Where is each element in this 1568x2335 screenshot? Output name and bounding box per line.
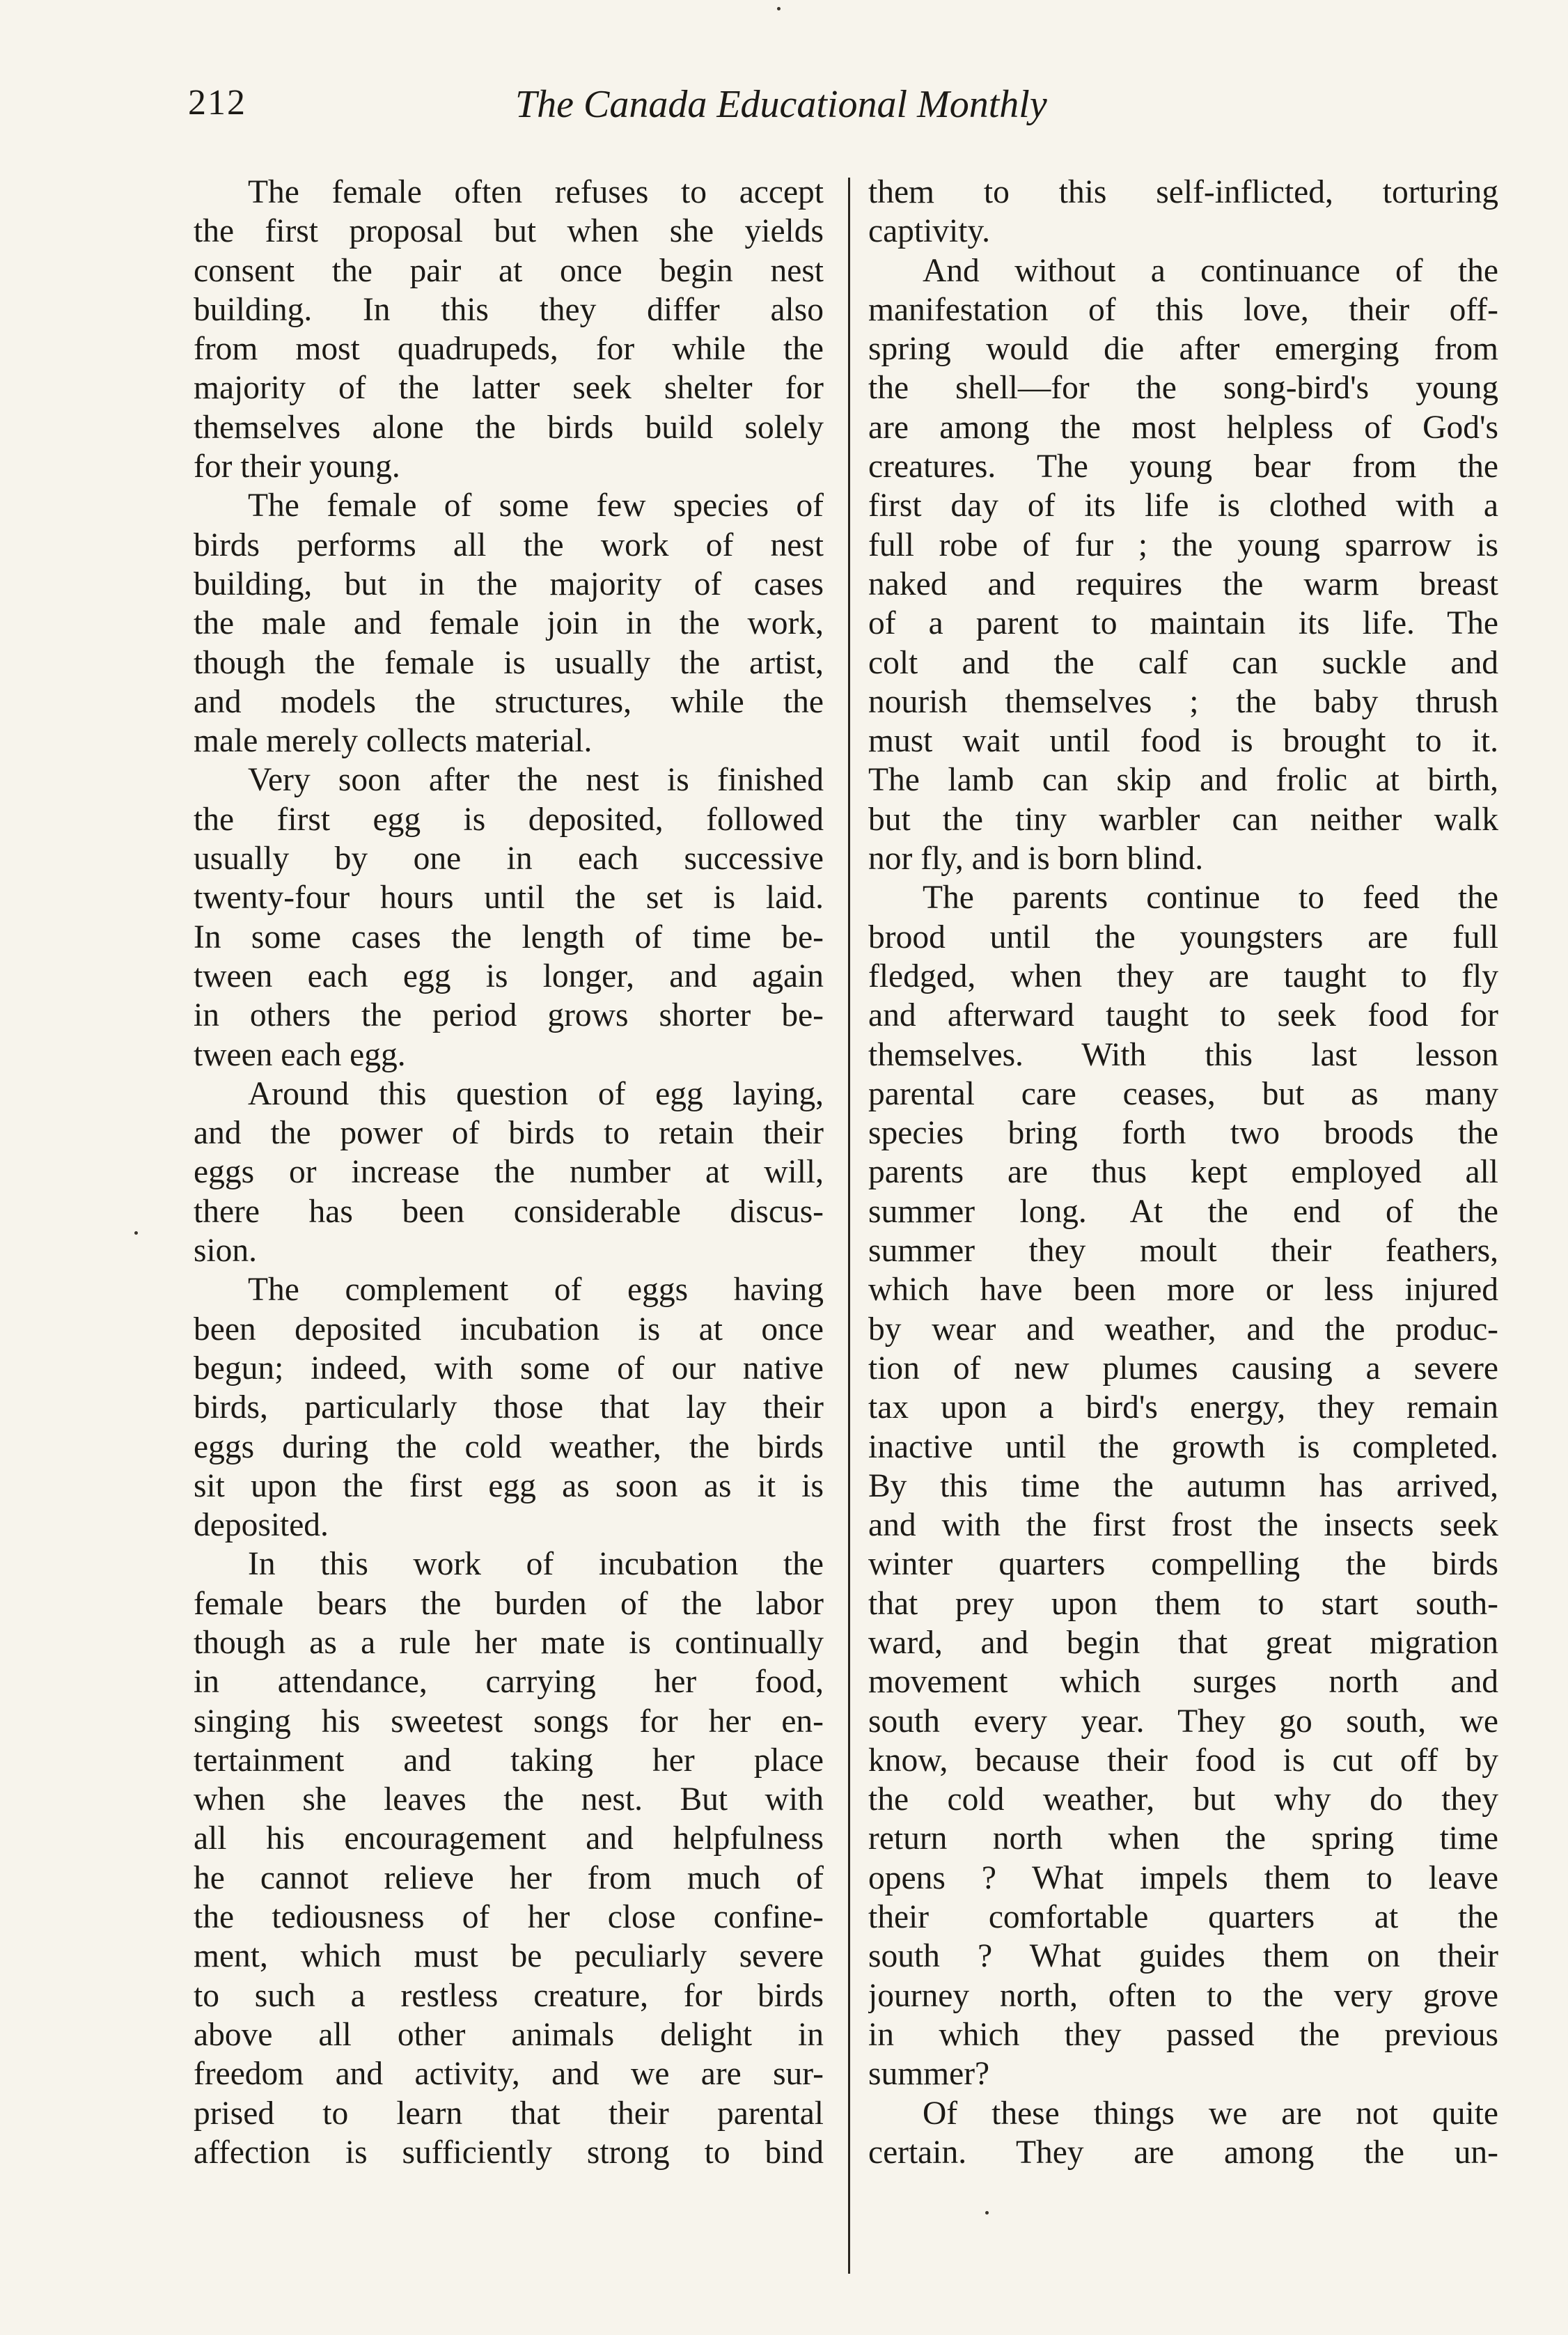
text-line: which have been more or less injured — [868, 1272, 1498, 1309]
text-line: tion of new plumes causing a severe — [868, 1350, 1498, 1387]
text-line: usually by one in each successive — [194, 841, 824, 877]
text-line: creatures. The young bear from the — [868, 448, 1498, 485]
text-line: The parents continue to feed the — [923, 880, 1498, 916]
text-line: fledged, when they are taught to fly — [868, 958, 1498, 994]
text-line: spring would die after emerging from — [868, 331, 1498, 368]
text-line: eggs during the cold weather, the birds — [194, 1428, 824, 1465]
text-line: prised to learn that their parental — [194, 2095, 824, 2132]
text-line: the shell—for the song-bird's young — [868, 370, 1498, 407]
text-line: brood until the youngsters are full — [868, 919, 1498, 955]
text-line: he cannot relieve her from much of — [194, 1859, 824, 1896]
text-line: deposited. — [194, 1507, 329, 1544]
text-line: The female of some few species of — [248, 487, 824, 524]
text-line: affection is sufficiently strong to bind — [194, 2134, 824, 2171]
right-text-column — [868, 173, 1498, 2172]
text-line: singing his sweetest songs for her en- — [194, 1703, 824, 1740]
text-line: summer long. At the end of the — [868, 1193, 1498, 1230]
text-line: winter quarters compelling the birds — [868, 1546, 1498, 1583]
text-line: building. In this they differ also — [194, 291, 824, 328]
text-line: begun; indeed, with some of our native — [194, 1350, 824, 1387]
text-line: them to this self-inflicted, torturing — [868, 174, 1498, 210]
text-line: colt and the calf can suckle and — [868, 644, 1498, 681]
text-line: ward, and begin that great migration — [868, 1624, 1498, 1661]
text-line: the first egg is deposited, followed — [194, 801, 824, 838]
print-speck — [134, 1231, 138, 1235]
text-line: opens ? What impels them to leave — [868, 1859, 1498, 1896]
text-line: summer they moult their feathers, — [868, 1233, 1498, 1270]
text-line: the cold weather, but why do they — [868, 1781, 1498, 1818]
print-speck — [777, 7, 781, 10]
text-line: the tediousness of her close confine- — [194, 1899, 824, 1936]
text-line: first day of its life is clothed with a — [868, 487, 1498, 524]
text-line: ment, which must be peculiarly severe — [194, 1938, 824, 1975]
left-text-column — [194, 173, 824, 2172]
text-line: captivity. — [868, 213, 990, 250]
text-line: female bears the burden of the labor — [194, 1585, 824, 1622]
print-speck — [985, 2211, 989, 2215]
text-line: And without a continuance of the — [923, 252, 1498, 289]
text-line: consent the pair at once begin nest — [194, 252, 824, 289]
text-line: species bring forth two broods the — [868, 1115, 1498, 1152]
text-line: eggs or increase the number at will, — [194, 1154, 824, 1191]
text-line: must wait until food is brought to it. — [868, 723, 1498, 760]
text-line: from most quadrupeds, for while the — [194, 331, 824, 368]
text-line: and with the first frost the insects seek — [868, 1507, 1498, 1544]
text-line: south ? What guides them on their — [868, 1938, 1498, 1975]
text-line: to such a restless creature, for birds — [194, 1977, 824, 2014]
text-line: are among the most helpless of God's — [868, 409, 1498, 446]
text-line: building, but in the majority of cases — [194, 565, 824, 602]
text-line: and the power of birds to retain their — [194, 1115, 824, 1152]
text-line: The complement of eggs having — [248, 1272, 824, 1309]
text-line: tax upon a bird's energy, they remain — [868, 1389, 1498, 1426]
text-line: for their young. — [194, 448, 400, 485]
text-line: full robe of fur ; the young sparrow is — [868, 526, 1498, 563]
text-line: movement which surges north and — [868, 1664, 1498, 1701]
text-line: Very soon after the nest is finished — [248, 762, 824, 799]
text-line: The female often refuses to accept — [248, 174, 824, 210]
text-line: but the tiny warbler can neither walk — [868, 801, 1498, 838]
text-line: though the female is usually the artist, — [194, 644, 824, 681]
text-line: parental care ceases, but as many — [868, 1075, 1498, 1112]
page-header — [188, 82, 1309, 145]
text-line: in others the period grows shorter be- — [194, 997, 824, 1034]
text-line: The lamb can skip and frolic at birth, — [868, 762, 1498, 799]
text-line: themselves. With this last lesson — [868, 1036, 1498, 1073]
text-line: Of these things we are not quite — [923, 2095, 1498, 2132]
text-line: south every year. They go south, we — [868, 1703, 1498, 1740]
text-line: by wear and weather, and the produc- — [868, 1311, 1498, 1348]
page-number: 212 — [188, 83, 246, 123]
text-line: summer? — [868, 2056, 990, 2093]
text-line: certain. They are among the un- — [868, 2134, 1498, 2171]
text-line: of a parent to maintain its life. The — [868, 605, 1498, 642]
text-line: in which they passed the previous — [868, 2016, 1498, 2053]
text-line: nourish themselves ; the baby thrush — [868, 683, 1498, 720]
text-line: naked and requires the warm breast — [868, 565, 1498, 602]
text-line: above all other animals delight in — [194, 2016, 824, 2053]
column-divider — [848, 178, 850, 2274]
text-line: tween each egg is longer, and again — [194, 958, 824, 994]
text-line: In this work of incubation the — [248, 1546, 824, 1583]
text-line: that prey upon them to start south- — [868, 1585, 1498, 1622]
text-line: inactive until the growth is completed. — [868, 1428, 1498, 1465]
text-line: Around this question of egg laying, — [248, 1075, 824, 1112]
text-line: In some cases the length of time be- — [194, 919, 824, 955]
text-line: there has been considerable discus- — [194, 1193, 824, 1230]
text-line: all his encouragement and helpfulness — [194, 1820, 824, 1857]
text-line: the male and female join in the work, — [194, 605, 824, 642]
text-line: return north when the spring time — [868, 1820, 1498, 1857]
text-line: sit upon the first egg as soon as it is — [194, 1467, 824, 1504]
text-line: By this time the autumn has arrived, — [868, 1467, 1498, 1504]
text-line: nor fly, and is born blind. — [868, 841, 1204, 877]
text-line: been deposited incubation is at once — [194, 1311, 824, 1348]
text-line: twenty-four hours until the set is laid. — [194, 880, 824, 916]
text-line: and models the structures, while the — [194, 683, 824, 720]
text-line: tween each egg. — [194, 1036, 406, 1073]
text-line: their comfortable quarters at the — [868, 1899, 1498, 1936]
text-line: tertainment and taking her place — [194, 1742, 824, 1779]
text-line: though as a rule her mate is continually — [194, 1624, 824, 1661]
text-line: freedom and activity, and we are sur- — [194, 2056, 824, 2093]
text-line: sion. — [194, 1233, 258, 1270]
text-line: when she leaves the nest. But with — [194, 1781, 824, 1818]
text-line: majority of the latter seek shelter for — [194, 370, 824, 407]
text-line: parents are thus kept employed all — [868, 1154, 1498, 1191]
text-line: in attendance, carrying her food, — [194, 1664, 824, 1701]
running-title: The Canada Educational Monthly — [515, 83, 1047, 126]
text-line: manifestation of this love, their off- — [868, 291, 1498, 328]
text-line: journey north, often to the very grove — [868, 1977, 1498, 2014]
text-line: themselves alone the birds build solely — [194, 409, 824, 446]
text-line: male merely collects material. — [194, 723, 593, 760]
text-line: and afterward taught to seek food for — [868, 997, 1498, 1034]
text-line: birds performs all the work of nest — [194, 526, 824, 563]
text-line: birds, particularly those that lay their — [194, 1389, 824, 1426]
text-line: the first proposal but when she yields — [194, 213, 824, 250]
text-line: know, because their food is cut off by — [868, 1742, 1498, 1779]
